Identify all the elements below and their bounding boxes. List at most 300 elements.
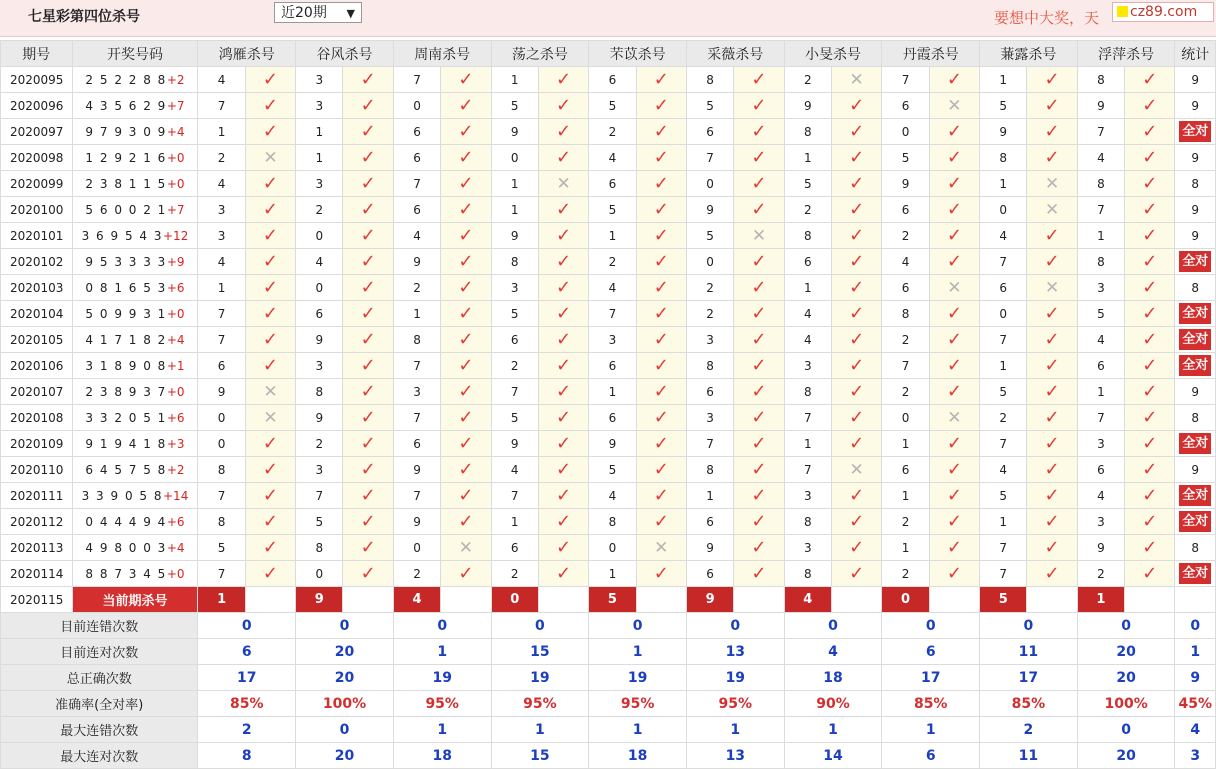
result-cell xyxy=(734,275,784,301)
empty-cell xyxy=(1175,587,1216,613)
result-cell xyxy=(441,379,491,405)
draw-digits: 4 3 5 6 2 9 xyxy=(85,98,167,113)
result-cell xyxy=(343,67,393,93)
stat-label: 总正确次数 xyxy=(1,665,198,691)
draw-sum: +2 xyxy=(166,462,185,477)
result-cell xyxy=(245,275,295,301)
draw-digits: 3 3 2 0 5 1 xyxy=(85,410,167,425)
cross-icon: ✕ xyxy=(1044,199,1060,220)
draw-digits: 3 6 9 5 4 3 xyxy=(81,228,163,243)
chevron-down-icon: ▼ xyxy=(346,7,355,20)
result-cell xyxy=(538,67,588,93)
result-cell xyxy=(343,457,393,483)
total-cell xyxy=(1175,249,1216,275)
period-cell: 2020109 xyxy=(1,431,73,457)
result-cell xyxy=(343,379,393,405)
empty-cell xyxy=(636,587,686,613)
current-period-row xyxy=(1,587,1216,613)
stat-row xyxy=(1,717,1216,743)
checkmark-icon: ✓ xyxy=(849,407,865,428)
period-cell: 2020111 xyxy=(1,483,73,509)
kill-number: 9 xyxy=(296,327,343,353)
draw-sum: +7 xyxy=(166,202,185,217)
table-row xyxy=(1,249,1216,275)
checkmark-icon: ✓ xyxy=(946,485,962,506)
result-cell xyxy=(1125,119,1175,145)
draw-digits: 4 1 7 1 8 2 xyxy=(85,332,167,347)
result-cell xyxy=(929,249,979,275)
result-cell xyxy=(441,353,491,379)
kill-number: 7 xyxy=(198,301,245,327)
site-badge-text: cz89.com xyxy=(1130,4,1198,20)
draw-sum: +14 xyxy=(163,488,189,503)
total-cell xyxy=(1175,379,1216,405)
kill-number: 2 xyxy=(491,561,538,587)
kill-number: 7 xyxy=(393,171,440,197)
stat-value: 2 xyxy=(980,717,1078,743)
stat-value: 14 xyxy=(784,743,882,769)
result-cell xyxy=(1125,145,1175,171)
kill-number: 9 xyxy=(296,405,343,431)
current-kill-number: 4 xyxy=(393,587,440,613)
range-select-value: 近20期 xyxy=(281,5,327,21)
result-cell xyxy=(245,327,295,353)
result-cell xyxy=(929,119,979,145)
checkmark-icon: ✓ xyxy=(360,277,376,298)
kill-number: 3 xyxy=(686,327,733,353)
draw-cell xyxy=(72,145,198,171)
checkmark-icon: ✓ xyxy=(556,95,572,116)
kill-number: 1 xyxy=(882,483,929,509)
checkmark-icon: ✓ xyxy=(360,485,376,506)
table-row xyxy=(1,405,1216,431)
checkmark-icon: ✓ xyxy=(360,69,376,90)
kill-number: 9 xyxy=(393,509,440,535)
kill-number: 9 xyxy=(491,431,538,457)
draw-sum: +4 xyxy=(166,540,185,555)
slogan-text: 要想中大奖，天 xyxy=(994,9,1100,27)
checkmark-icon: ✓ xyxy=(751,407,767,428)
kill-number: 7 xyxy=(882,67,929,93)
kill-number: 3 xyxy=(1077,275,1124,301)
period-cell: 2020102 xyxy=(1,249,73,275)
checkmark-icon: ✓ xyxy=(458,329,474,350)
kill-number: 6 xyxy=(393,197,440,223)
period-cell: 2020106 xyxy=(1,353,73,379)
checkmark-icon: ✓ xyxy=(849,563,865,584)
kill-number: 7 xyxy=(393,353,440,379)
kill-number: 0 xyxy=(686,171,733,197)
kill-number: 5 xyxy=(589,93,636,119)
checkmark-icon: ✓ xyxy=(458,381,474,402)
kill-number: 7 xyxy=(198,93,245,119)
draw-digits: 2 3 8 9 3 7 xyxy=(85,384,167,399)
draw-cell xyxy=(72,197,198,223)
checkmark-icon: ✓ xyxy=(946,537,962,558)
cross-icon: ✕ xyxy=(458,537,473,558)
stat-value: 0 xyxy=(296,717,394,743)
kill-number: 0 xyxy=(198,431,245,457)
checkmark-icon: ✓ xyxy=(751,69,767,90)
current-kill-number: 5 xyxy=(589,587,636,613)
kill-number: 4 xyxy=(296,249,343,275)
result-cell xyxy=(343,327,393,353)
kill-number: 0 xyxy=(980,197,1027,223)
header-draw: 开奖号码 xyxy=(72,41,198,67)
checkmark-icon: ✓ xyxy=(1142,251,1158,272)
result-cell xyxy=(343,405,393,431)
checkmark-icon: ✓ xyxy=(360,95,376,116)
checkmark-icon: ✓ xyxy=(1044,69,1060,90)
kill-number: 5 xyxy=(882,145,929,171)
checkmark-icon: ✓ xyxy=(751,433,767,454)
stat-value: 0 xyxy=(1175,613,1216,639)
checkmark-icon: ✓ xyxy=(262,485,278,506)
checkmark-icon: ✓ xyxy=(653,407,669,428)
result-cell xyxy=(441,405,491,431)
draw-digits: 9 1 9 4 1 8 xyxy=(85,436,167,451)
checkmark-icon: ✓ xyxy=(1044,329,1060,350)
checkmark-icon: ✓ xyxy=(360,329,376,350)
kill-number: 9 xyxy=(1077,535,1124,561)
checkmark-icon: ✓ xyxy=(458,199,474,220)
total-value: 8 xyxy=(1191,280,1200,295)
kill-number: 3 xyxy=(198,223,245,249)
stat-value: 19 xyxy=(589,665,687,691)
checkmark-icon: ✓ xyxy=(751,173,767,194)
result-cell xyxy=(734,431,784,457)
total-cell xyxy=(1175,171,1216,197)
result-cell xyxy=(636,301,686,327)
period-cell: 2020098 xyxy=(1,145,73,171)
header-expert: 芣苡杀号 xyxy=(589,41,687,67)
kill-number: 9 xyxy=(1077,93,1124,119)
total-cell xyxy=(1175,275,1216,301)
table-row xyxy=(1,353,1216,379)
result-cell xyxy=(343,93,393,119)
result-cell xyxy=(832,561,882,587)
stat-label: 目前连错次数 xyxy=(1,613,198,639)
checkmark-icon: ✓ xyxy=(1044,355,1060,376)
kill-number: 4 xyxy=(784,327,831,353)
checkmark-icon: ✓ xyxy=(849,537,865,558)
result-cell xyxy=(929,275,979,301)
kill-number: 5 xyxy=(686,93,733,119)
all-correct-badge: 全对 xyxy=(1179,329,1211,350)
kill-number: 5 xyxy=(980,93,1027,119)
stat-value: 17 xyxy=(882,665,980,691)
kill-number: 6 xyxy=(882,275,929,301)
stat-value: 3 xyxy=(1175,743,1216,769)
result-cell xyxy=(734,249,784,275)
result-cell xyxy=(1125,249,1175,275)
result-cell xyxy=(1027,145,1077,171)
checkmark-icon: ✓ xyxy=(751,329,767,350)
checkmark-icon: ✓ xyxy=(751,251,767,272)
cross-icon: ✕ xyxy=(654,537,669,558)
result-cell xyxy=(343,223,393,249)
checkmark-icon: ✓ xyxy=(262,537,278,558)
result-cell xyxy=(929,327,979,353)
result-cell xyxy=(832,431,882,457)
result-cell xyxy=(929,509,979,535)
all-correct-badge: 全对 xyxy=(1179,355,1211,376)
checkmark-icon: ✓ xyxy=(1142,199,1158,220)
checkmark-icon: ✓ xyxy=(946,563,962,584)
stat-row xyxy=(1,743,1216,769)
draw-sum: +6 xyxy=(166,410,185,425)
checkmark-icon: ✓ xyxy=(1142,485,1158,506)
checkmark-icon: ✓ xyxy=(1142,121,1158,142)
kill-number: 6 xyxy=(882,457,929,483)
total-value: 9 xyxy=(1191,150,1200,165)
result-cell xyxy=(441,145,491,171)
draw-cell xyxy=(72,509,198,535)
result-cell xyxy=(1027,405,1077,431)
checkmark-icon: ✓ xyxy=(849,277,865,298)
total-value: 9 xyxy=(1191,98,1200,113)
kill-number: 2 xyxy=(784,197,831,223)
result-cell xyxy=(832,327,882,353)
kill-number: 8 xyxy=(980,145,1027,171)
checkmark-icon: ✓ xyxy=(262,511,278,532)
checkmark-icon: ✓ xyxy=(1142,225,1158,246)
stat-value: 95% xyxy=(686,691,784,717)
result-cell xyxy=(538,93,588,119)
kill-number: 4 xyxy=(198,171,245,197)
result-cell xyxy=(832,379,882,405)
range-select[interactable] xyxy=(274,2,362,23)
result-cell xyxy=(245,509,295,535)
total-cell xyxy=(1175,431,1216,457)
checkmark-icon: ✓ xyxy=(946,381,962,402)
kill-number: 9 xyxy=(686,197,733,223)
cross-icon: ✕ xyxy=(947,277,962,298)
result-cell xyxy=(1027,535,1077,561)
checkmark-icon: ✓ xyxy=(1142,147,1158,168)
result-cell xyxy=(245,93,295,119)
kill-number: 3 xyxy=(784,483,831,509)
checkmark-icon: ✓ xyxy=(360,537,376,558)
kill-number: 7 xyxy=(784,405,831,431)
kill-number: 4 xyxy=(589,145,636,171)
kill-number: 6 xyxy=(882,93,929,119)
checkmark-icon: ✓ xyxy=(946,147,962,168)
empty-cell xyxy=(832,587,882,613)
checkmark-icon: ✓ xyxy=(751,95,767,116)
total-cell xyxy=(1175,223,1216,249)
result-cell xyxy=(1125,483,1175,509)
result-cell xyxy=(538,405,588,431)
kill-number: 5 xyxy=(491,405,538,431)
checkmark-icon: ✓ xyxy=(360,121,376,142)
stat-value: 6 xyxy=(882,743,980,769)
total-cell xyxy=(1175,93,1216,119)
stat-value: 18 xyxy=(589,743,687,769)
result-cell xyxy=(1125,379,1175,405)
checkmark-icon: ✓ xyxy=(751,381,767,402)
result-cell xyxy=(832,457,882,483)
kill-number: 6 xyxy=(393,145,440,171)
checkmark-icon: ✓ xyxy=(1142,303,1158,324)
kill-number: 2 xyxy=(784,67,831,93)
checkmark-icon: ✓ xyxy=(751,511,767,532)
empty-cell xyxy=(441,587,491,613)
empty-cell xyxy=(734,587,784,613)
period-cell: 2020103 xyxy=(1,275,73,301)
kill-number: 6 xyxy=(980,275,1027,301)
current-kill-number: 1 xyxy=(1077,587,1124,613)
kill-number: 2 xyxy=(198,145,245,171)
result-cell xyxy=(1125,301,1175,327)
empty-cell xyxy=(538,587,588,613)
result-cell xyxy=(538,249,588,275)
kill-number: 5 xyxy=(589,457,636,483)
checkmark-icon: ✓ xyxy=(556,329,572,350)
result-cell xyxy=(343,119,393,145)
stat-value: 1 xyxy=(1175,639,1216,665)
kill-number: 0 xyxy=(296,275,343,301)
result-cell xyxy=(245,431,295,457)
kill-number: 2 xyxy=(686,301,733,327)
result-cell xyxy=(441,67,491,93)
stat-value: 1 xyxy=(686,717,784,743)
result-cell xyxy=(245,171,295,197)
stat-value: 2 xyxy=(198,717,296,743)
stat-value: 4 xyxy=(784,639,882,665)
draw-cell xyxy=(72,561,198,587)
top-bar xyxy=(0,0,1216,37)
kill-number: 2 xyxy=(589,119,636,145)
result-cell xyxy=(734,301,784,327)
result-cell xyxy=(538,197,588,223)
kill-number: 8 xyxy=(491,249,538,275)
result-cell xyxy=(441,93,491,119)
draw-digits: 1 2 9 2 1 6 xyxy=(85,150,167,165)
result-cell xyxy=(1125,509,1175,535)
kill-number: 7 xyxy=(589,301,636,327)
kill-number: 1 xyxy=(198,275,245,301)
site-badge[interactable] xyxy=(1112,2,1214,22)
result-cell xyxy=(343,509,393,535)
kill-number: 9 xyxy=(393,249,440,275)
stat-value: 95% xyxy=(589,691,687,717)
checkmark-icon: ✓ xyxy=(653,147,669,168)
kill-number: 2 xyxy=(491,353,538,379)
kill-number: 3 xyxy=(296,93,343,119)
result-cell xyxy=(1125,327,1175,353)
checkmark-icon: ✓ xyxy=(1142,563,1158,584)
period-cell: 2020108 xyxy=(1,405,73,431)
result-cell xyxy=(441,301,491,327)
result-cell xyxy=(636,483,686,509)
kill-number: 5 xyxy=(980,379,1027,405)
all-correct-badge: 全对 xyxy=(1179,563,1211,584)
checkmark-icon: ✓ xyxy=(849,199,865,220)
kill-number: 3 xyxy=(784,535,831,561)
empty-cell xyxy=(1027,587,1077,613)
result-cell xyxy=(636,67,686,93)
current-kill-number: 5 xyxy=(980,587,1027,613)
result-cell xyxy=(636,457,686,483)
kill-number: 7 xyxy=(686,145,733,171)
checkmark-icon: ✓ xyxy=(1142,69,1158,90)
table-row xyxy=(1,145,1216,171)
stat-label: 最大连错次数 xyxy=(1,717,198,743)
checkmark-icon: ✓ xyxy=(360,459,376,480)
kill-number: 3 xyxy=(393,379,440,405)
total-value: 8 xyxy=(1191,176,1200,191)
kill-number: 6 xyxy=(686,509,733,535)
checkmark-icon: ✓ xyxy=(458,303,474,324)
result-cell xyxy=(636,275,686,301)
draw-sum: +12 xyxy=(163,228,189,243)
checkmark-icon: ✓ xyxy=(556,121,572,142)
table-row xyxy=(1,535,1216,561)
checkmark-icon: ✓ xyxy=(653,69,669,90)
result-cell xyxy=(1027,93,1077,119)
result-cell xyxy=(1125,535,1175,561)
stat-value: 0 xyxy=(296,613,394,639)
kill-number: 8 xyxy=(198,509,245,535)
result-cell xyxy=(343,431,393,457)
checkmark-icon: ✓ xyxy=(262,355,278,376)
checkmark-icon: ✓ xyxy=(849,511,865,532)
result-cell xyxy=(1027,327,1077,353)
draw-digits: 3 3 9 0 5 8 xyxy=(81,488,163,503)
kill-number: 1 xyxy=(491,171,538,197)
cross-icon: ✕ xyxy=(1044,173,1060,194)
result-cell xyxy=(1125,171,1175,197)
checkmark-icon: ✓ xyxy=(1142,95,1158,116)
checkmark-icon: ✓ xyxy=(556,303,572,324)
total-value: 8 xyxy=(1191,410,1200,425)
result-cell xyxy=(734,457,784,483)
kill-number: 7 xyxy=(980,561,1027,587)
stat-row xyxy=(1,639,1216,665)
result-cell xyxy=(1027,249,1077,275)
result-cell xyxy=(929,457,979,483)
cross-icon: ✕ xyxy=(1044,277,1060,298)
kill-number: 1 xyxy=(296,119,343,145)
checkmark-icon: ✓ xyxy=(849,147,865,168)
kill-number: 7 xyxy=(198,561,245,587)
result-cell xyxy=(441,119,491,145)
draw-digits: 9 5 3 3 3 3 xyxy=(85,254,167,269)
result-cell xyxy=(343,483,393,509)
result-cell xyxy=(1125,561,1175,587)
kill-number: 8 xyxy=(393,327,440,353)
draw-sum: +9 xyxy=(166,254,185,269)
result-cell xyxy=(832,275,882,301)
checkmark-icon: ✓ xyxy=(556,407,572,428)
stat-value: 13 xyxy=(686,639,784,665)
result-cell xyxy=(1027,301,1077,327)
total-cell xyxy=(1175,197,1216,223)
draw-sum: +0 xyxy=(166,176,185,191)
result-cell xyxy=(245,223,295,249)
kill-number: 4 xyxy=(1077,145,1124,171)
kill-number: 9 xyxy=(882,171,929,197)
all-correct-badge: 全对 xyxy=(1179,251,1211,272)
kill-number: 9 xyxy=(198,379,245,405)
total-cell xyxy=(1175,561,1216,587)
result-cell xyxy=(832,353,882,379)
checkmark-icon: ✓ xyxy=(360,433,376,454)
result-cell xyxy=(245,119,295,145)
total-cell xyxy=(1175,327,1216,353)
header-expert: 鸿雁杀号 xyxy=(198,41,296,67)
